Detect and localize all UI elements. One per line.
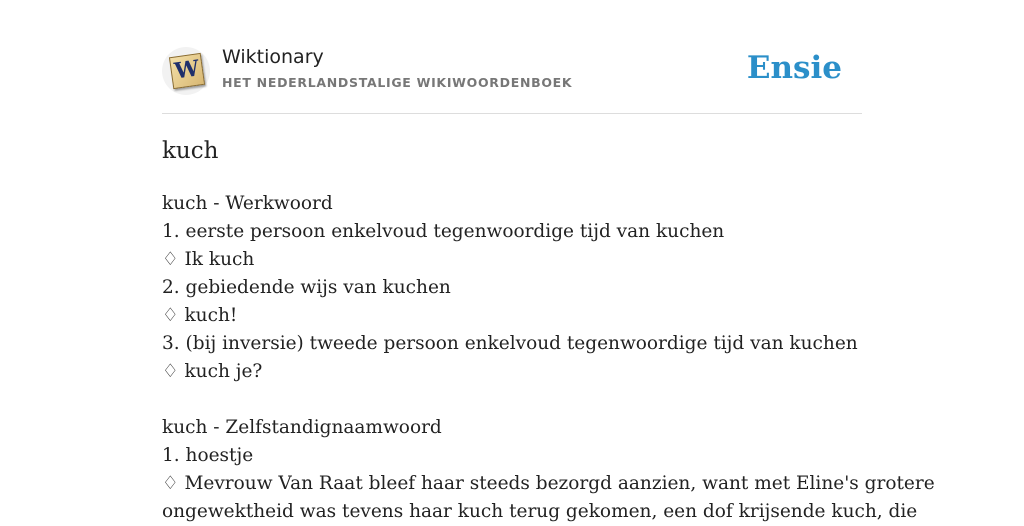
ensie-brand-link[interactable]: Ensie [746,50,842,86]
definition-line: 1. hoestje [162,445,254,466]
site-title[interactable]: Wiktionary [222,46,324,68]
definition-line: 2. gebiedende wijs van kuchen [162,277,451,298]
section-heading: kuch - Werkwoord [162,193,333,214]
definition-content [162,190,935,526]
section-heading: kuch - Zelfstandignaamwoord [162,417,442,438]
definition-line: 3. (bij inversie) tweede persoon enkelvoud tegenwoordige tijd van kuchen [162,333,858,354]
logo-tile-icon [169,53,205,89]
site-header [162,0,862,114]
page-title: kuch [162,138,219,164]
logo-letter: W [172,55,201,85]
definition-line: 1. eerste persoon enkelvoud tegenwoordige tijd van kuchen [162,221,725,242]
section-spacer [162,386,882,414]
wiktionary-logo[interactable] [162,47,210,95]
example-line: ♢ Ik kuch [162,249,255,270]
example-line: ♢ Mevrouw Van Raat bleef haar steeds bezorgd aanzien, want met Eline's grotere [162,473,935,494]
page [162,0,935,522]
example-line-continued: ongewektheid was tevens haar kuch terug gekomen, een dof krijsende kuch, die [162,501,918,522]
example-line: ♢ kuch je? [162,361,263,382]
site-subtitle: HET NEDERLANDSTALIGE WIKIWOORDENBOEK [222,75,573,90]
example-line: ♢ kuch! [162,305,238,326]
